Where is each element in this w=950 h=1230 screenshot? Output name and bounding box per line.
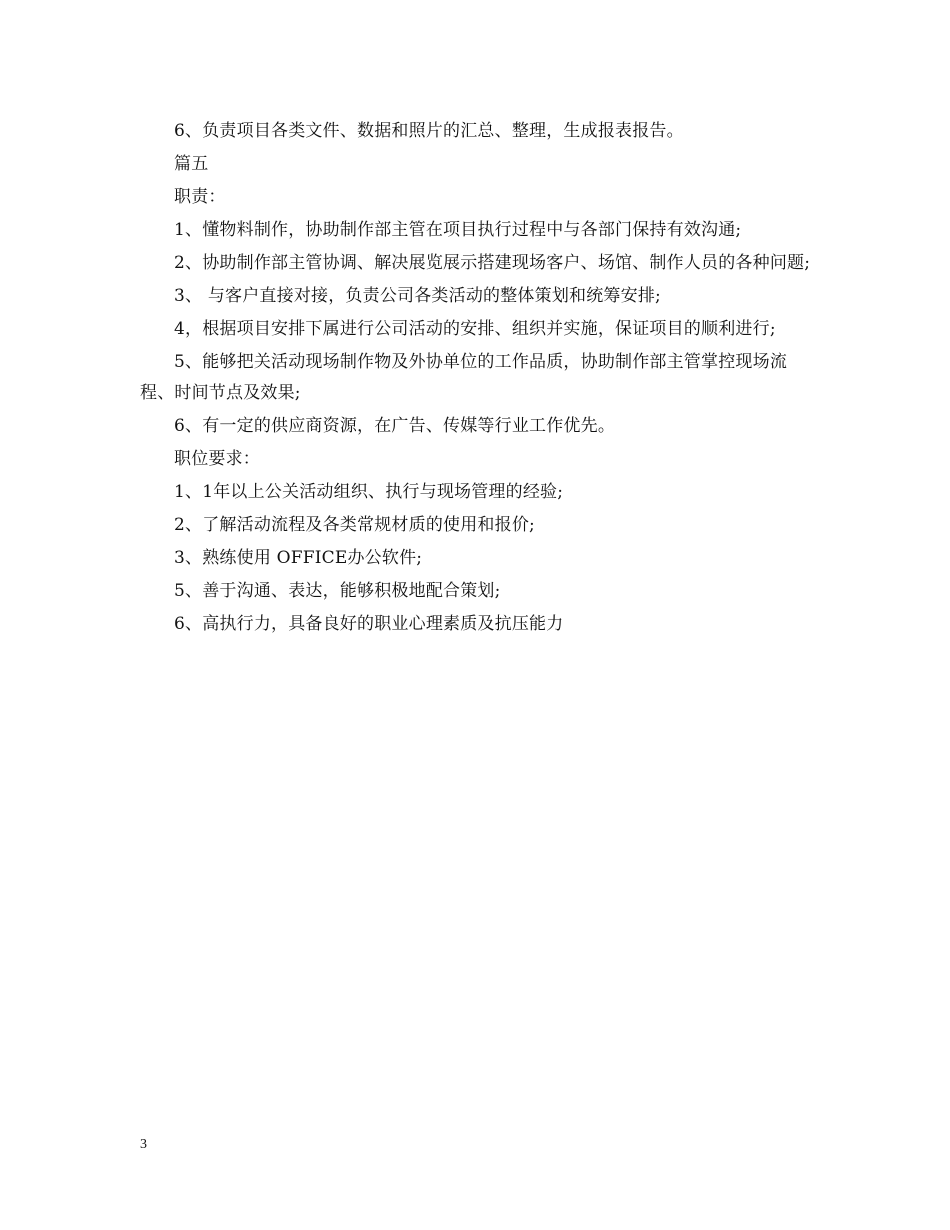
paragraph-item-6-summary: 6、负责项目各类文件、数据和照片的汇总、整理，生成报表报告。 [174,121,684,141]
responsibilities-heading: 职责： [174,187,226,207]
requirement-item-6: 6、高执行力，具备良好的职业心理素质及抗压能力 [174,614,564,634]
document-body [140,116,812,642]
requirement-item-3: 3、熟练使用 OFFICE办公软件; [174,548,423,568]
responsibility-item-2: 2、协助制作部主管协调、解决展览展示搭建现场客户、场馆、制作人员的各种问题; [174,253,811,273]
responsibility-item-3: 3、 与客户直接对接，负责公司各类活动的整体策划和统筹安排; [174,286,661,306]
responsibility-item-6: 6、有一定的供应商资源，在广告、传媒等行业工作优先。 [174,416,616,436]
responsibility-item-1: 1、懂物料制作，协助制作部主管在项目执行过程中与各部门保持有效沟通; [174,220,742,240]
responsibility-item-4: 4，根据项目安排下属进行公司活动的安排、组织并实施，保证项目的顺利进行; [174,319,776,339]
page-number: 3 [140,1137,147,1152]
requirement-item-1: 1、1年以上公关活动组织、执行与现场管理的经验; [174,482,564,502]
requirement-item-2: 2、了解活动流程及各类常规材质的使用和报价; [174,515,535,535]
requirements-heading: 职位要求： [174,449,260,469]
section-heading-pian-wu: 篇五 [174,154,209,174]
requirement-item-5: 5、善于沟通、表达，能够积极地配合策划; [174,581,501,601]
responsibility-item-5: 5、能够把关活动现场制作物及外协单位的工作品质，协助制作部主管掌控现场流程、时间节点及效果; [140,352,788,403]
